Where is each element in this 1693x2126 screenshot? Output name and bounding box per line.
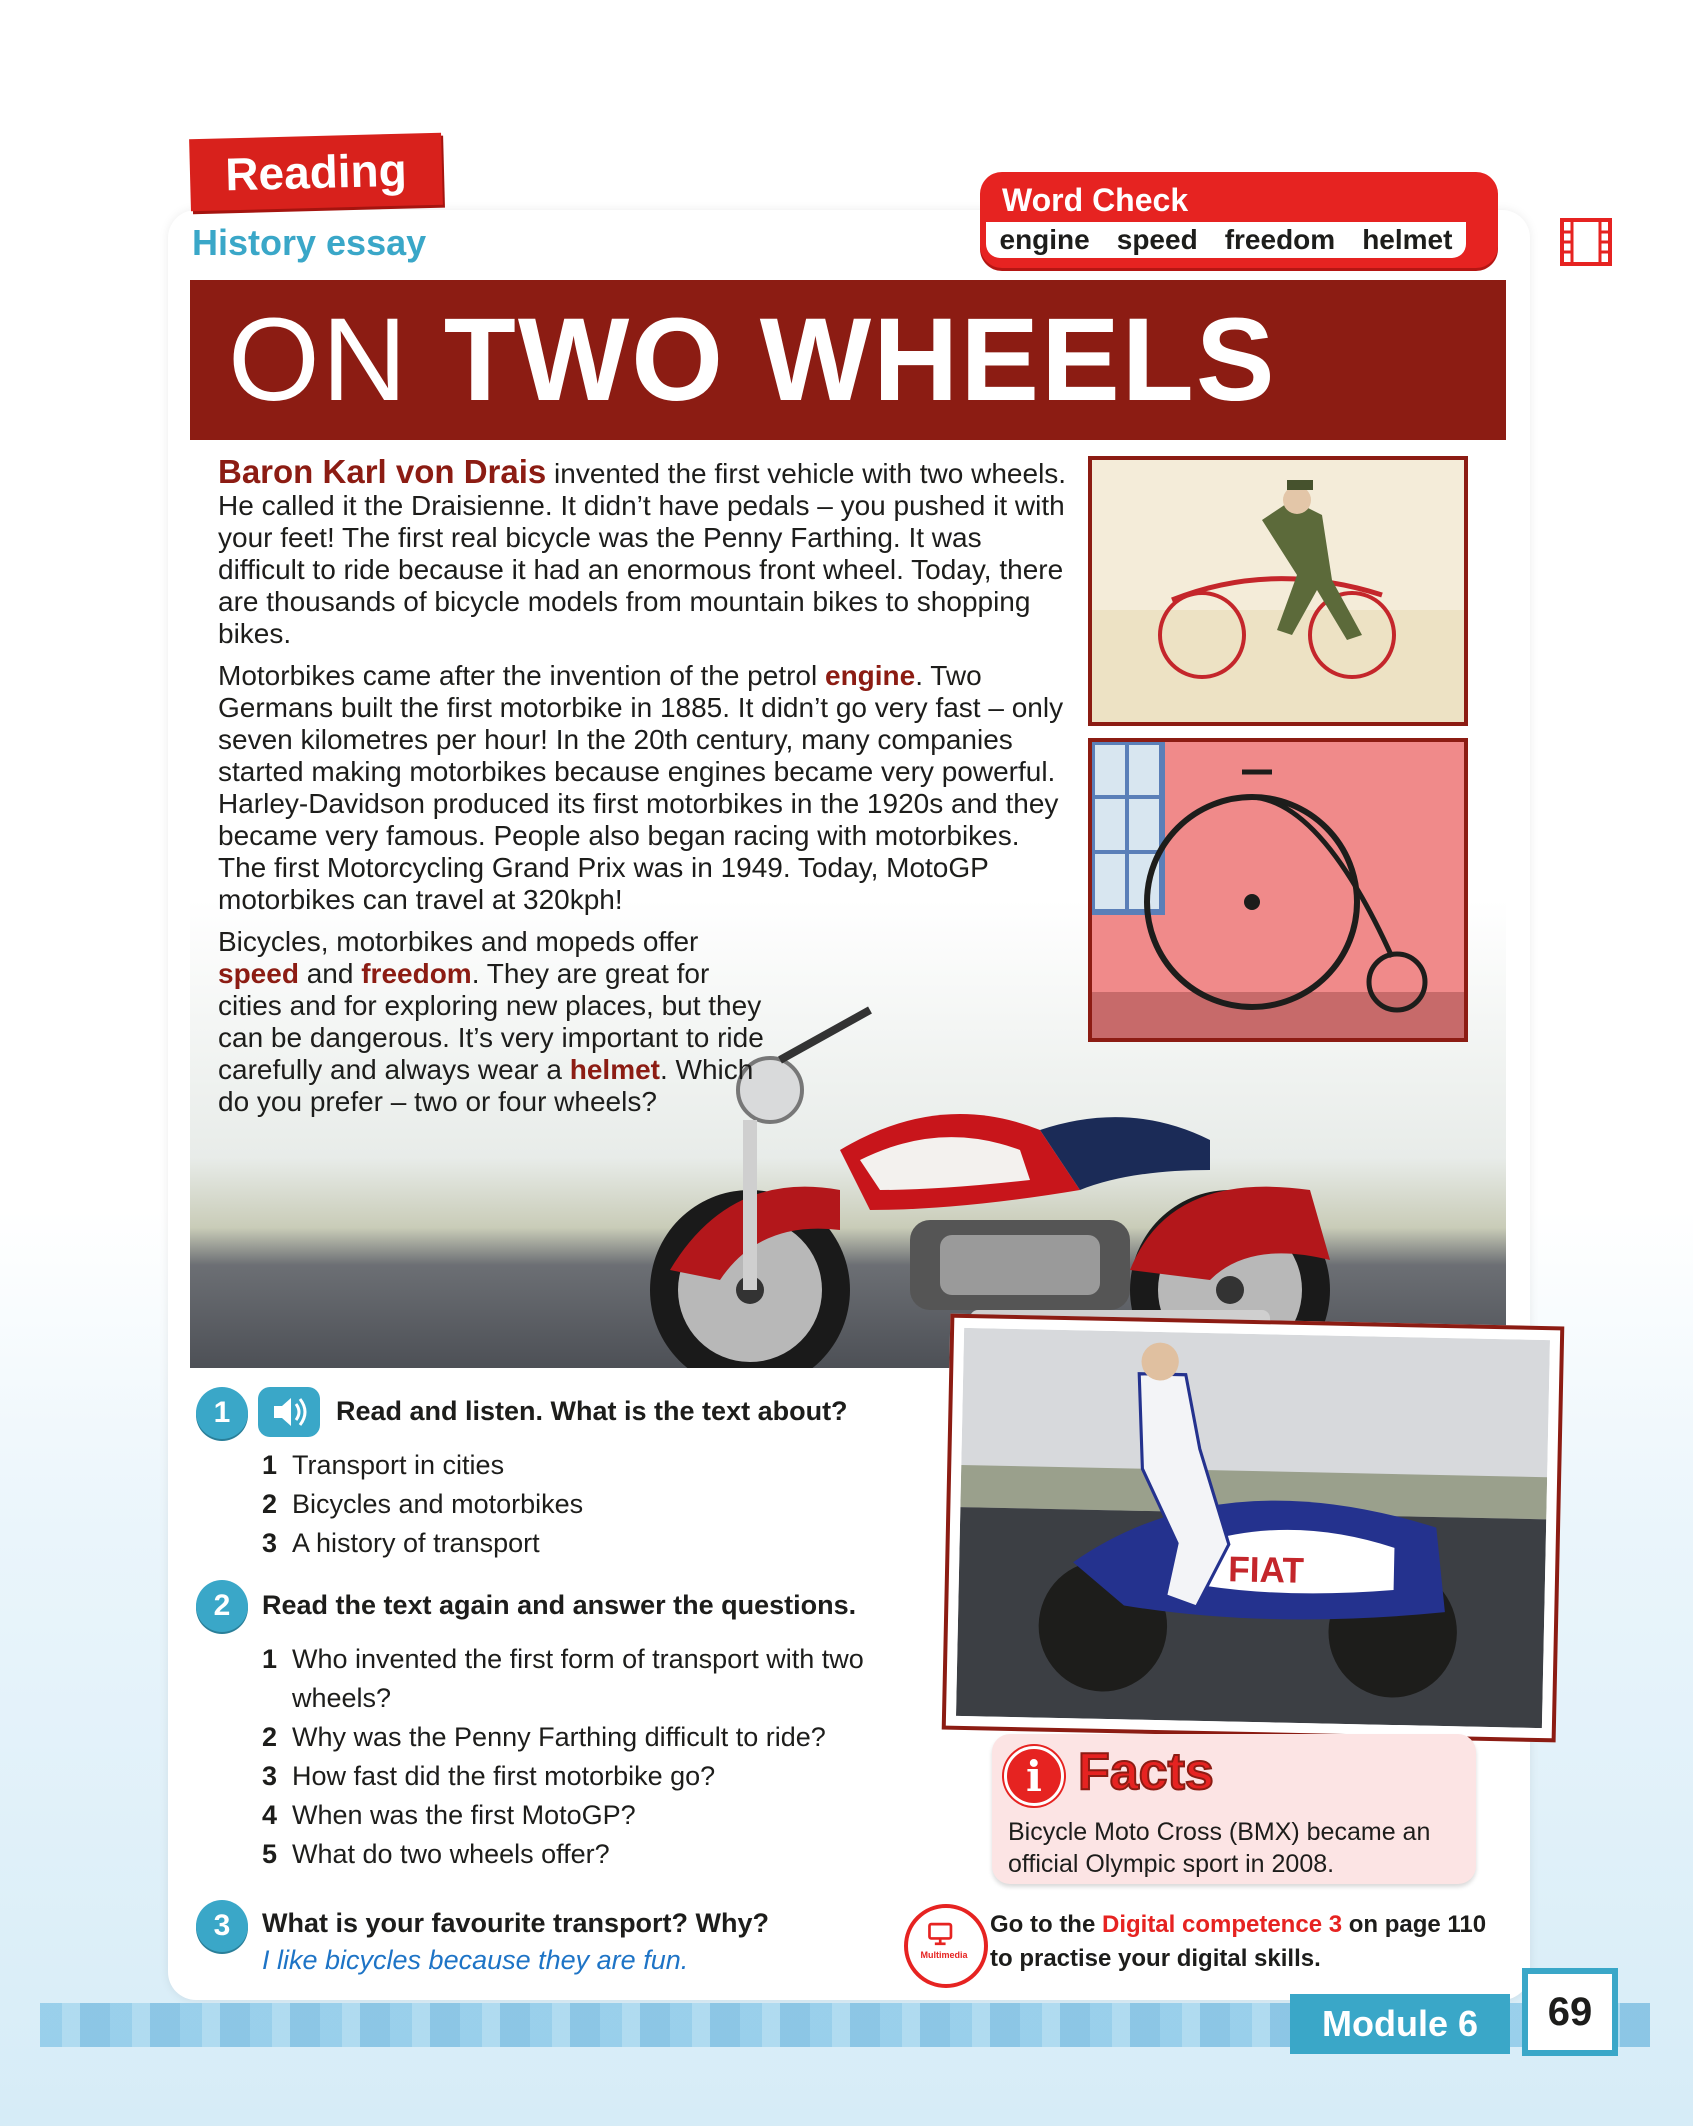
exercise-2-number: 2 bbox=[196, 1580, 248, 1632]
word-check-word: engine bbox=[999, 224, 1090, 255]
info-icon: i bbox=[1004, 1746, 1064, 1806]
article-paragraph-3 bbox=[218, 926, 778, 1118]
highlight-inventor-name: Baron Karl von Drais bbox=[218, 453, 547, 490]
note-text: Go to the bbox=[990, 1911, 1102, 1938]
keyword-engine: engine bbox=[825, 660, 916, 691]
article-title bbox=[190, 280, 1506, 440]
keyword-helmet: helmet bbox=[569, 1054, 660, 1085]
item-text: When was the first MotoGP? bbox=[292, 1800, 636, 1830]
exercise-1-instruction: Read and listen. What is the text about? bbox=[336, 1396, 848, 1426]
item-text: Who invented the first form of transport with two wheels? bbox=[292, 1644, 864, 1713]
word-check-word: speed bbox=[1116, 224, 1198, 255]
audio-speaker-icon[interactable] bbox=[258, 1387, 320, 1437]
section-label: Reading bbox=[224, 143, 408, 201]
draisienne-illustration bbox=[1088, 456, 1468, 726]
item-text: A history of transport bbox=[292, 1528, 540, 1558]
keyword-freedom: freedom bbox=[361, 958, 472, 989]
exercise-3-number: 3 bbox=[196, 1900, 248, 1952]
exercise-1-options bbox=[262, 1446, 882, 1563]
item-number: 3 bbox=[262, 1761, 278, 1791]
title-part-1: ON bbox=[228, 294, 409, 426]
exercise-3-example: I like bicycles because they are fun. bbox=[262, 1945, 689, 1975]
paragraph-text: . They are great for cities and for exploring new places, but they can be dangerous. It’s very important to ride carefully and always wear a bbox=[218, 958, 764, 1085]
list-item bbox=[262, 1446, 882, 1485]
svg-text:FIAT: FIAT bbox=[1227, 1548, 1305, 1591]
word-check-list bbox=[986, 222, 1466, 258]
digital-line-2: to practise your digital skills. bbox=[990, 1945, 1321, 1972]
item-text: Transport in cities bbox=[292, 1450, 505, 1480]
multimedia-label: Multimedia bbox=[920, 1950, 968, 1960]
title-part-2: TWO WHEELS bbox=[409, 294, 1277, 426]
motogp-rider-photo bbox=[942, 1314, 1565, 1743]
facts-title: Facts bbox=[1078, 1743, 1214, 1801]
list-item bbox=[262, 1524, 882, 1563]
list-item bbox=[262, 1835, 882, 1874]
section-tab-reading bbox=[189, 133, 443, 212]
module-badge: Module 6 bbox=[1290, 1994, 1510, 2054]
list-item bbox=[262, 1796, 882, 1835]
item-number: 2 bbox=[262, 1722, 278, 1752]
digital-line-1 bbox=[990, 1908, 1486, 1942]
paragraph-text: invented the first vehicle with two wheels. He called it the Draisienne. It didn’t have pedals – you pushed it with your feet! The first real bicycle was the Penny Farthing. It was difficult to ride because it had an enormous front wheel. Today, there are thousands of bicycle models from mountain bikes to shopping bikes. bbox=[218, 458, 1067, 649]
facts-box bbox=[992, 1734, 1476, 1884]
item-number: 5 bbox=[262, 1839, 278, 1869]
list-item bbox=[262, 1640, 882, 1718]
word-check-title: Word Check bbox=[1002, 182, 1189, 218]
exercise-2-instruction: Read the text again and answer the questions. bbox=[262, 1590, 857, 1620]
video-film-icon[interactable] bbox=[1560, 218, 1612, 266]
paragraph-text: Motorbikes came after the invention of the petrol bbox=[218, 660, 825, 691]
article-paragraph-1 bbox=[218, 453, 1068, 650]
item-text: How fast did the first motorbike go? bbox=[292, 1761, 716, 1791]
page-number: 69 bbox=[1522, 1968, 1618, 2056]
item-text: Why was the Penny Farthing difficult to ride? bbox=[292, 1722, 826, 1752]
penny-farthing-photo bbox=[1088, 738, 1468, 1042]
word-check-box bbox=[980, 172, 1498, 268]
digital-competence-link[interactable]: Digital competence 3 bbox=[1101, 1911, 1343, 1938]
item-text: What do two wheels offer? bbox=[292, 1839, 610, 1869]
list-item bbox=[262, 1718, 882, 1757]
item-number: 4 bbox=[262, 1800, 278, 1830]
multimedia-icon[interactable] bbox=[904, 1904, 988, 1988]
paragraph-text: . Two Germans built the first motorbike in 1885. It didn’t go very fast – only seven kilometres per hour! In the 20th century, many companies started making motorbikes because engines became very powerful. Harley-Davidson produced its first motorbikes in the 1920s and they became very famous. People also began racing with motorbikes. The first Motorcycling Grand Prix was in 1949. Today, MotoGP motorbikes can travel at 320kph! bbox=[218, 660, 1064, 915]
item-text: Bicycles and motorbikes bbox=[292, 1489, 584, 1519]
article-paragraph-2 bbox=[218, 660, 1068, 916]
exercise-2-questions bbox=[262, 1640, 882, 1874]
paragraph-text: . Which do you prefer – two or four wheels? bbox=[218, 1054, 754, 1117]
digital-competence-note bbox=[990, 1908, 1486, 1976]
exercise-3-instruction: What is your favourite transport? Why? bbox=[262, 1908, 770, 1938]
item-number: 2 bbox=[262, 1489, 278, 1519]
word-check-word: freedom bbox=[1224, 224, 1336, 255]
item-number: 1 bbox=[262, 1450, 278, 1480]
item-number: 1 bbox=[262, 1644, 278, 1674]
keyword-speed: speed bbox=[218, 958, 299, 989]
exercise-1-number: 1 bbox=[196, 1387, 248, 1439]
list-item bbox=[262, 1757, 882, 1796]
section-subtitle: History essay bbox=[192, 222, 427, 263]
list-item bbox=[262, 1485, 882, 1524]
page-reference: page 110 bbox=[1384, 1911, 1487, 1938]
paragraph-text: Bicycles, motorbikes and mopeds offer bbox=[218, 926, 699, 957]
article-body bbox=[218, 453, 1068, 1128]
paragraph-text: and bbox=[298, 958, 362, 989]
word-check-word: helmet bbox=[1362, 224, 1453, 255]
note-text: on bbox=[1342, 1911, 1385, 1938]
facts-text: Bicycle Moto Cross (BMX) became an official Olympic sport in 2008. bbox=[1008, 1818, 1431, 1878]
item-number: 3 bbox=[262, 1528, 278, 1558]
